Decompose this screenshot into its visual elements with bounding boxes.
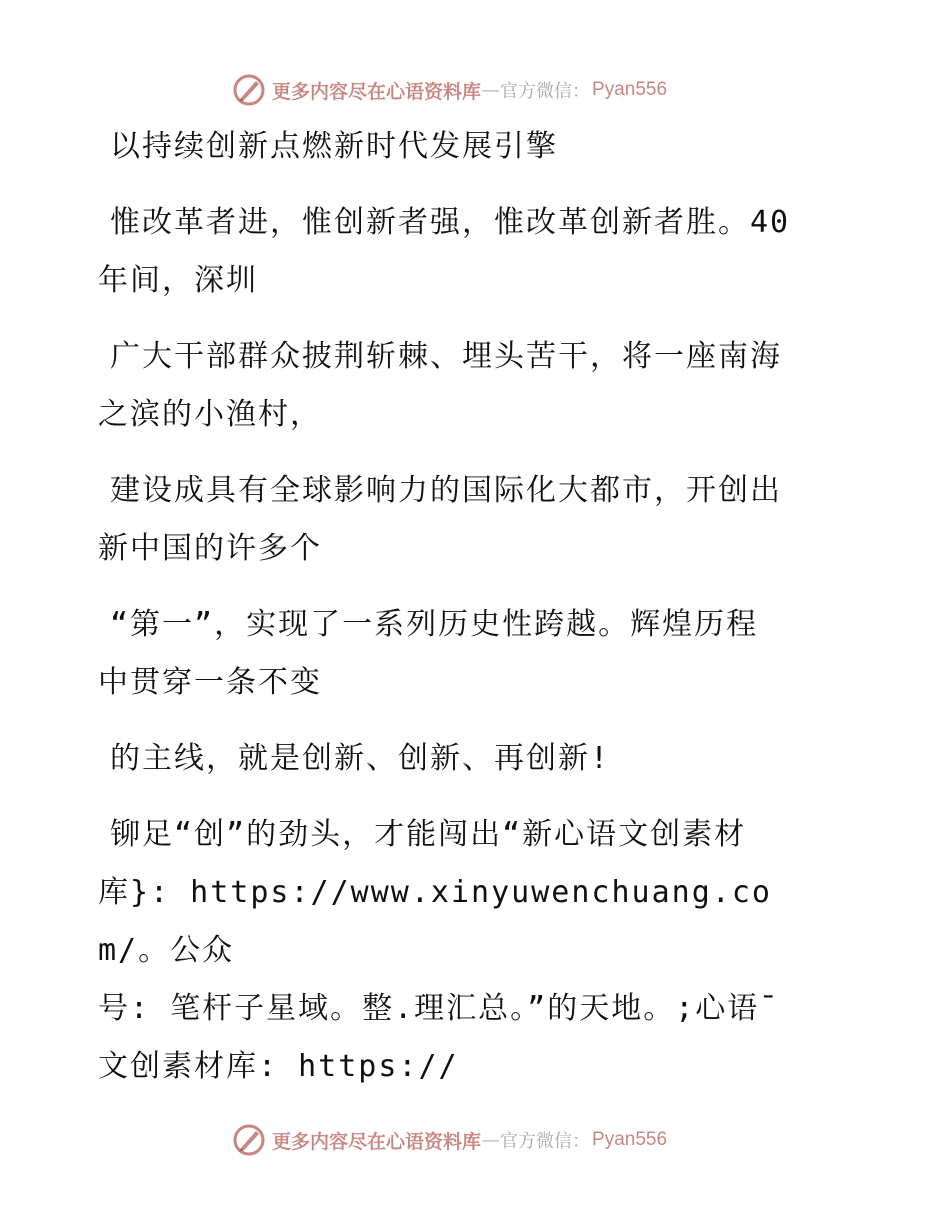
banner-separator: — (481, 1129, 501, 1151)
quill-logo-icon (232, 73, 266, 107)
footer-watermark-banner (232, 1120, 712, 1160)
paragraph-2 (98, 328, 834, 444)
paragraph-6-line-2: 库}: https://www.xinyuwenchuang.com/。公众 (98, 875, 772, 968)
paragraph-6 (98, 806, 834, 1096)
paragraph-3-line-1: 建设成具有全球影响力的国际化大都市，开创出 (110, 473, 782, 508)
paragraph-3-line-2: 新中国的许多个 (98, 531, 322, 566)
paragraph-4 (98, 596, 834, 712)
banner-wechat-id: Pyan556 (592, 1129, 668, 1150)
document-body (98, 118, 834, 1096)
banner-text: 更多内容尽在心语资料库 (272, 80, 482, 103)
paragraph-2-line-1: 广大干部群众披荆斩棘、埋头苦干，将一座南海 (110, 339, 782, 374)
paragraph-1-line-2: 年间，深圳 (98, 263, 258, 298)
paragraph-4-line-2: 中贯穿一条不变 (98, 665, 322, 700)
quill-logo-icon (232, 1123, 266, 1157)
paragraph-5 (98, 730, 834, 788)
paragraph-1 (98, 194, 834, 310)
paragraph-1-line-1: 惟改革者进，惟创新者强，惟改革创新者胜。40 (110, 205, 791, 240)
banner-wechat-label: 官方微信： (500, 81, 591, 102)
paragraph-3 (98, 462, 834, 578)
paragraph-2-line-2: 之滨的小渔村， (98, 397, 322, 432)
paragraph-6-line-1: 铆足“创”的劲头，才能闯出“新心语文创素材 (110, 817, 747, 852)
paragraph-6-line-3: 号: 笔杆子星域。整.理汇总。”的天地。;心语¯ (98, 991, 780, 1026)
paragraph-6-line-4: 文创素材库: https:// (98, 1049, 459, 1084)
paragraph-4-line-1: “第一”，实现了一系列历史性跨越。辉煌历程 (110, 607, 759, 642)
header-watermark-banner (232, 70, 712, 110)
banner-text: 更多内容尽在心语资料库 (272, 1130, 482, 1153)
banner-wechat-id: Pyan556 (592, 79, 668, 100)
document-title: 以持续创新点燃新时代发展引擎 (110, 129, 558, 164)
banner-wechat-label: 官方微信： (500, 1131, 591, 1152)
banner-separator: — (481, 79, 501, 101)
paragraph-5-line-1: 的主线，就是创新、创新、再创新! (110, 741, 611, 776)
